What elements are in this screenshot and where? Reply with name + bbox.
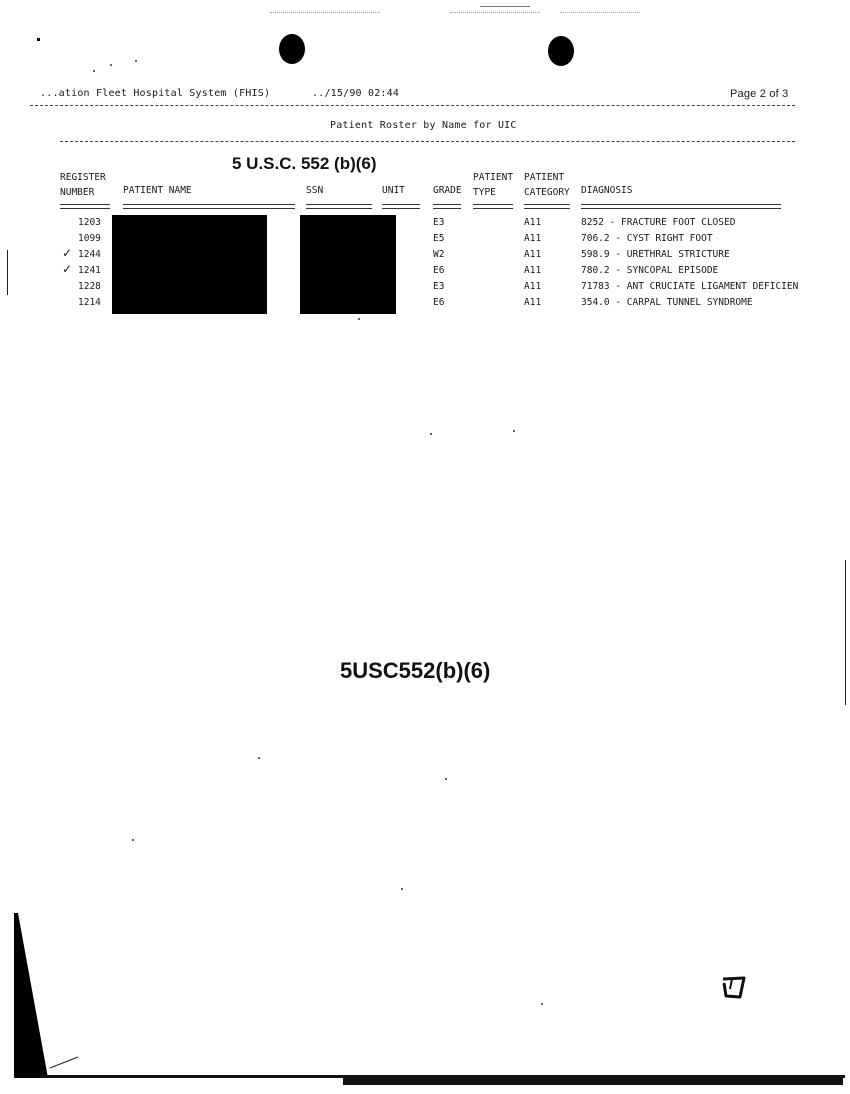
underline-diagnosis	[581, 204, 781, 209]
diagnosis: 71783 - ANT CRUCIATE LIGAMENT DEFICIEN	[581, 281, 799, 292]
col-unit: UNIT	[382, 185, 405, 196]
system-name: ...ation Fleet Hospital System (FHIS)	[40, 88, 271, 99]
punch-hole-left	[279, 34, 305, 64]
scan-speck	[358, 318, 360, 320]
grade: E3	[433, 281, 445, 292]
scan-speck	[401, 888, 403, 890]
right-margin-mark	[845, 560, 846, 705]
scan-speck	[258, 757, 260, 759]
diagnosis: 8252 - FRACTURE FOOT CLOSED	[581, 217, 736, 228]
col-register-number: REGISTER NUMBER	[60, 172, 106, 198]
checkmark-icon: ✓	[62, 262, 73, 276]
scan-noise-top	[270, 12, 380, 13]
exemption-stamp-middle: 5USC552(b)(6)	[340, 658, 491, 683]
left-margin-mark	[7, 250, 8, 295]
scan-speck	[135, 60, 137, 62]
col-patient-name: PATIENT NAME	[123, 185, 192, 196]
register-number: 1099	[78, 233, 101, 244]
redacted-patient-names	[112, 215, 267, 314]
diagnosis: 354.0 - CARPAL TUNNEL SYNDROME	[581, 297, 753, 308]
grade: E3	[433, 217, 445, 228]
register-number: 1228	[78, 281, 101, 292]
register-number: 1203	[78, 217, 101, 228]
scan-noise-top	[450, 12, 540, 13]
underline-grade	[433, 204, 461, 209]
scan-speck	[513, 430, 515, 432]
scan-speck	[132, 839, 134, 841]
redacted-ssns	[300, 215, 396, 314]
patient-category: A11	[524, 265, 542, 276]
patient-category: A11	[524, 233, 542, 244]
register-number: 1241	[78, 265, 101, 276]
col-ssn: SSN	[306, 185, 324, 196]
page-label: Page 2 of 3	[730, 88, 789, 100]
col-patient-type: PATIENT TYPE	[473, 172, 514, 198]
grade: E6	[433, 265, 445, 276]
underline-patient-type	[473, 204, 513, 209]
grade: W2	[433, 249, 445, 260]
scan-speck	[93, 70, 95, 72]
scan-speck	[430, 433, 432, 435]
report-title: Patient Roster by Name for UIC	[330, 120, 517, 131]
scan-noise-top	[560, 12, 640, 13]
underline-ssn	[306, 204, 372, 209]
scan-speck	[37, 38, 40, 41]
scan-noise-top	[480, 6, 530, 7]
underline-patient-name	[123, 204, 295, 209]
scan-shadow	[0, 905, 850, 1094]
header-rule	[30, 105, 795, 106]
patient-category: A11	[524, 217, 542, 228]
register-number: 1244	[78, 249, 101, 260]
underline-patient-category	[524, 204, 570, 209]
checkmark-icon: ✓	[62, 246, 73, 260]
diagnosis: 598.9 - URETHRAL STRICTURE	[581, 249, 730, 260]
underline-register	[60, 204, 110, 209]
diagnosis: 706.2 - CYST RIGHT FOOT	[581, 233, 713, 244]
grade: E5	[433, 233, 445, 244]
col-diagnosis: DIAGNOSIS	[581, 185, 633, 196]
col-grade: GRADE	[433, 185, 462, 196]
underline-unit	[382, 204, 420, 209]
exemption-stamp-top: 5 U.S.C. 552 (b)(6)	[232, 154, 377, 173]
col-patient-category: PATIENT CATEGORY	[524, 172, 570, 198]
patient-category: A11	[524, 297, 542, 308]
report-datetime: ../15/90 02:44	[312, 88, 400, 99]
patient-category: A11	[524, 281, 542, 292]
scan-speck	[445, 778, 447, 780]
scan-speck	[110, 64, 112, 66]
diagnosis: 780.2 - SYNCOPAL EPISODE	[581, 265, 719, 276]
title-rule	[60, 141, 795, 142]
punch-hole-right	[548, 36, 574, 66]
register-number: 1214	[78, 297, 101, 308]
patient-category: A11	[524, 249, 542, 260]
grade: E6	[433, 297, 445, 308]
